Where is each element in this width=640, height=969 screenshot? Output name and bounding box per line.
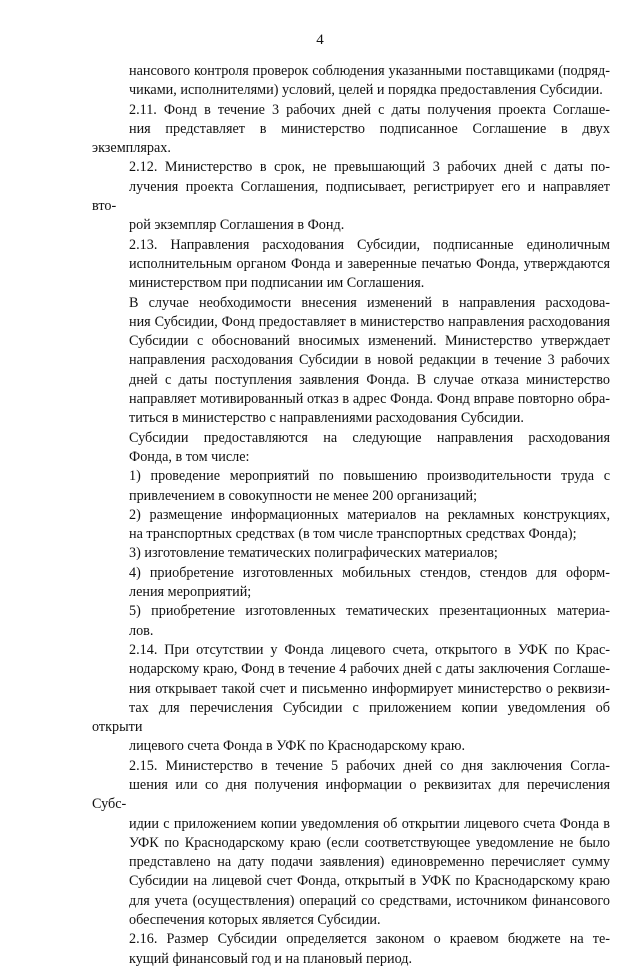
text-line: на транспортных средствах (в том числе транспортных средствах Фонда);	[129, 526, 577, 543]
text-line: ния представляет в министерство подписанное Соглашение в двух экземплярах.	[92, 120, 610, 157]
text-line: тах для перечисления Субсидии с приложением копии уведомления об открыти	[92, 699, 610, 736]
text-line: 2.16. Размер Субсидии определяется законом о краевом бюджете на те-	[129, 931, 610, 948]
text-line: 2.11. Фонд в течение 3 рабочих дней с даты получения проекта Соглаше-	[129, 101, 610, 118]
text-line: 1) проведение мероприятий по повышению производительности труда с	[129, 468, 610, 485]
text-line: Субсидии предоставляются на следующие направления расходования	[129, 429, 610, 446]
text-line: направляет мотивированный отказ в адрес Фонда. Фонд вправе повторно обра-	[129, 391, 610, 408]
text-line: УФК по Краснодарскому краю (если соответствующее уведомление не было	[129, 834, 610, 851]
text-line: титься в министерство с направлениями расходования Субсидии.	[129, 410, 524, 427]
text-line: 2.14. При отсутствии у Фонда лицевого счета, открытого в УФК по Крас-	[129, 641, 610, 658]
text-line: нодарскому краю, Фонд в течение 4 рабочих дней с даты заключения Соглаше-	[129, 661, 610, 678]
paragraph	[92, 544, 610, 563]
paragraph	[92, 757, 610, 931]
paragraph	[92, 506, 610, 545]
text-line: направления расходования Субсидии в новой редакции в течение 3 рабочих	[129, 352, 610, 369]
text-line: рой экземпляр Соглашения в Фонд.	[129, 217, 345, 234]
text-line: идии с приложением копии уведомления об открытии лицевого счета Фонда в	[129, 815, 610, 832]
paragraph	[92, 429, 610, 468]
text-line: нансового контроля проверок соблюдения указанными поставщиками (подряд-	[129, 63, 610, 79]
paragraph	[92, 236, 610, 294]
paragraph	[92, 158, 610, 235]
text-line: В случае необходимости внесения изменений в направления расходова-	[129, 294, 610, 311]
document-body	[92, 62, 610, 969]
text-line: 4) приобретение изготовленных мобильных стендов, стендов для оформ-	[129, 564, 610, 581]
text-line: министерством при подписании им Соглашения.	[129, 275, 425, 292]
paragraph	[92, 641, 610, 757]
page-number: 4	[316, 32, 324, 48]
paragraph	[92, 101, 610, 159]
text-line: Субсидии на лицевой счет Фонда, открытый в УФК по Краснодарскому краю	[129, 873, 610, 890]
paragraph	[92, 294, 610, 429]
text-line: исполнительным органом Фонда и заверенные печатью Фонда, утверждаются	[129, 255, 610, 272]
paragraph	[92, 62, 610, 101]
text-line: лучения проекта Соглашения, подписывает, регистрирует его и направляет вто-	[92, 178, 610, 215]
text-line: 2.15. Министерство в течение 5 рабочих дней со дня заключения Согла-	[129, 757, 610, 774]
text-line: лицевого счета Фонда в УФК по Краснодарскому краю.	[129, 738, 466, 755]
text-line: ния Субсидии, Фонд предоставляет в министерство направления расходования	[129, 313, 610, 330]
text-line: привлечением в совокупности не менее 200 организаций;	[129, 487, 478, 504]
paragraph	[92, 602, 610, 641]
paragraph	[92, 467, 610, 506]
text-line: ния открывает такой счет и письменно информирует министерство о реквизи-	[129, 680, 610, 697]
text-line: ления мероприятий;	[129, 584, 252, 601]
text-line: обеспечения которых является Субсидии.	[129, 912, 381, 929]
paragraph	[92, 930, 610, 969]
text-line: лов.	[129, 622, 154, 639]
text-line: 2.13. Направления расходования Субсидии, подписанные единоличным	[129, 236, 610, 253]
text-line: 2.12. Министерство в срок, не превышающий 3 рабочих дней с даты по-	[129, 159, 610, 176]
text-line: дней с даты поступления заявления Фонда. В случае отказа министерство	[129, 371, 610, 388]
text-line: 3) изготовление тематических полиграфических материалов;	[129, 545, 498, 562]
text-line: шения или со дня получения информации о реквизитах для перечисления Субс-	[92, 776, 610, 813]
text-line: 2) размещение информационных материалов на рекламных конструкциях,	[129, 506, 610, 523]
text-line: Фонда, в том числе:	[129, 448, 250, 465]
text-line: представлено на дату подачи заявления) единовременно перечисляет сумму	[129, 854, 610, 871]
text-line: Субсидии с обоснований вносимых изменений. Министерство утверждает	[129, 333, 610, 350]
text-line: для учета (осуществления) операций со средствами, источником финансового	[129, 892, 610, 909]
paragraph	[92, 564, 610, 603]
text-line: 5) приобретение изготовленных тематических презентационных материа-	[129, 603, 610, 620]
text-line: чиками, исполнителями) условий, целей и порядка предоставления Субсидии.	[129, 82, 603, 99]
text-line: кущий финансовый год и на плановый период.	[129, 950, 413, 967]
